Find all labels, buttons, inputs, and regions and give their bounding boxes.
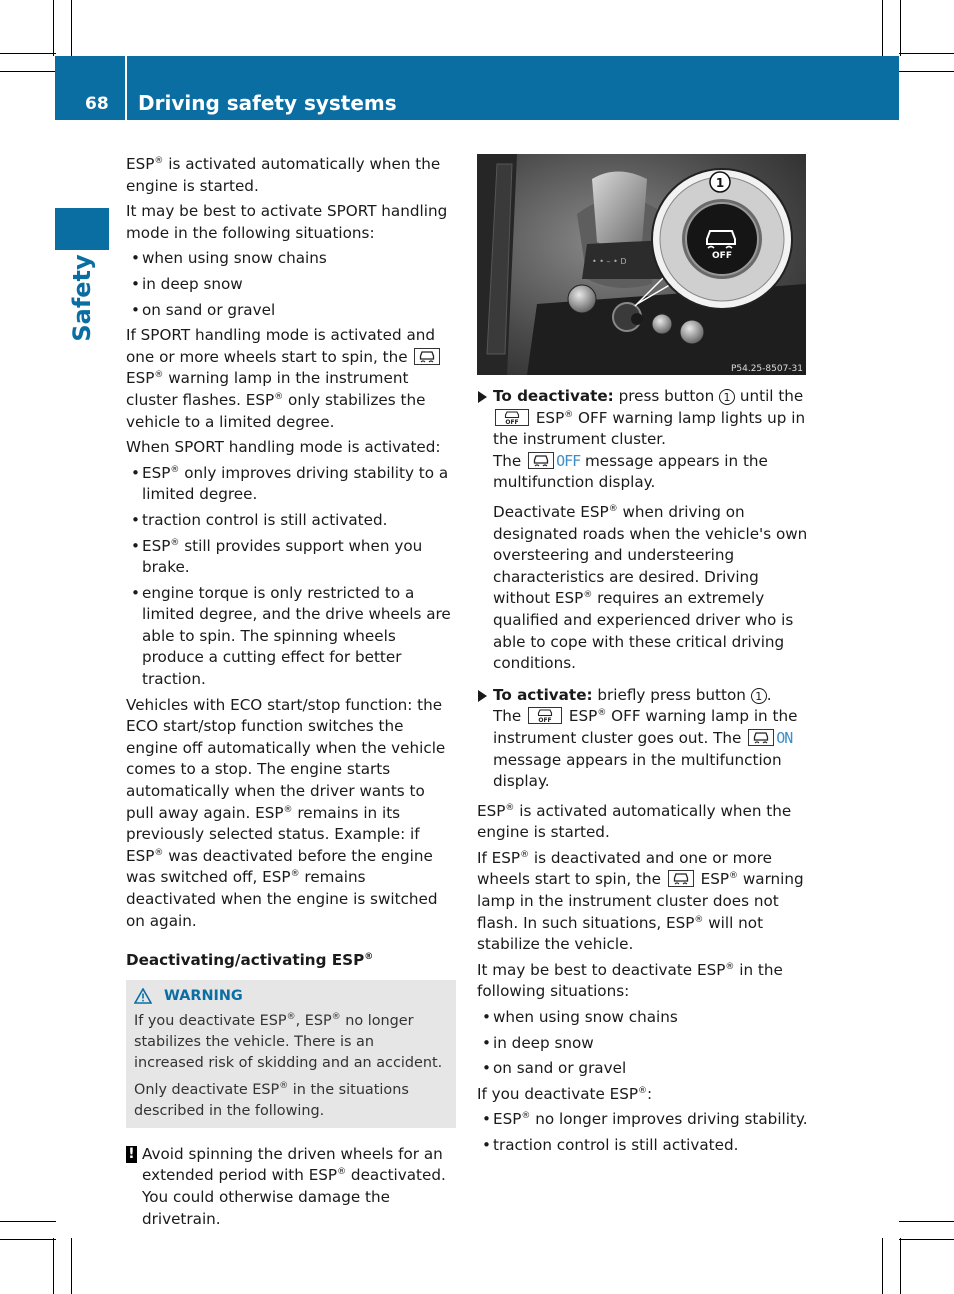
step-arrow-icon xyxy=(478,690,487,702)
subheading: Deactivating/activating ESP® xyxy=(126,951,374,970)
crop-mark xyxy=(899,1221,954,1222)
esp-off-lamp-icon xyxy=(495,409,529,426)
crop-mark xyxy=(53,0,54,56)
deactivate-step xyxy=(477,386,808,675)
paragraph: If ESP® is deactivated and one or more wheels start to spin, the ESP® warning lamp in the instrument cluster does not flash. In such situations, ESP® will not stabilize the vehicle. xyxy=(477,848,804,954)
list-item: • when using snow chains xyxy=(477,1007,808,1029)
warning-title: WARNING xyxy=(134,986,448,1007)
step-arrow-icon xyxy=(478,391,487,403)
crop-mark xyxy=(0,71,56,72)
paragraph: If SPORT handling mode is activated and one or more wheels start to spin, the ESP® warning lamp in the instrument cluster flashes. ESP® only stabilizes the vehicle to a limited degree. xyxy=(126,325,456,433)
button-text: OFF xyxy=(712,251,732,261)
paragraph: Vehicles with ECO start/stop function: the ECO start/stop function switches the engine off automatically when the vehicle comes to a stop. The engine starts automatically when the driver wants to pull away again. ESP® remains in its previously selected status. Example: if ESP® was deactivated before the engine was switched off, ESP® remains deactivated when the engine is switched on again. xyxy=(126,695,446,930)
warning-triangle-icon xyxy=(134,988,152,1004)
activate-step xyxy=(477,685,808,793)
callout-number: 1 xyxy=(715,176,725,190)
list-item: • ESP® still provides support when you brake. xyxy=(126,536,456,579)
left-column xyxy=(126,154,456,1234)
paragraph: If you deactivate ESP®: xyxy=(477,1084,653,1103)
crop-mark xyxy=(71,0,72,56)
warning-text: Only deactivate ESP® in the situations described in the following. xyxy=(134,1080,409,1119)
list-item: • in deep snow xyxy=(477,1033,808,1055)
crop-mark xyxy=(882,0,883,56)
esp-off-lamp-icon xyxy=(528,707,562,724)
step-text: To activate: briefly press button 1 . The OFF ESP® OFF warning lamp in the instrument cluster goes out. The ON message appears in the multifunction display. xyxy=(493,685,798,791)
crop-mark xyxy=(0,1221,56,1222)
list-item: • engine torque is only restricted to a limited degree, and the drive wheels are able to spin. The spinning wheels produce a cutting effect for better traction. xyxy=(126,583,456,691)
paragraph: When SPORT handling mode is activated: xyxy=(126,438,441,457)
paragraph: ESP® is activated automatically when the engine is started. xyxy=(126,155,441,195)
chapter-tab xyxy=(55,208,109,250)
sport-mode-list xyxy=(126,463,456,691)
chapter-label xyxy=(60,254,104,342)
chapter-label-text: Safety xyxy=(68,254,96,342)
paragraph: It may be best to deactivate ESP® in the following situations: xyxy=(477,960,783,1001)
crop-mark xyxy=(900,0,901,56)
warning-text: If you deactivate ESP®, ESP® no longer stabilizes the vehicle. There is an increased risk of skidding and an accident. xyxy=(134,1011,443,1071)
situation-list xyxy=(126,248,456,321)
section-title: Driving safety systems xyxy=(138,91,397,115)
esp-display-icon xyxy=(748,729,774,746)
list-item: • on sand or gravel xyxy=(477,1058,808,1080)
deactivated-effects-list xyxy=(477,1109,808,1156)
photo-code: P54.25-8507-31 xyxy=(730,364,803,374)
list-item: • traction control is still activated. xyxy=(477,1135,808,1157)
list-item: • traction control is still activated. xyxy=(126,510,456,532)
damage-note: ! Avoid spinning the driven wheels for an extended period with ESP® deactivated. You could otherwise damage the drivetrain. xyxy=(126,1144,456,1230)
warning-box xyxy=(126,980,456,1128)
situation-list xyxy=(477,1007,808,1080)
header-divider xyxy=(125,56,127,120)
step-text: To deactivate: press button 1 until the OFF ESP® OFF warning lamp lights up in the instrument cluster. The OFF message appears in the multifunction display. xyxy=(493,387,806,492)
list-item: • in deep snow xyxy=(126,274,456,296)
page-number: 68 xyxy=(85,94,109,114)
page-header xyxy=(55,56,899,120)
callout-1-icon: 1 xyxy=(719,389,735,405)
svg-text:OFF: OFF xyxy=(538,717,552,724)
step-text: Deactivate ESP® when driving on designated roads when the vehicle's own oversteering and understeering characteristics are desired. Driving without ESP® requires an extremely qualified and experienced driver who is able to cope with these critical driving conditions. xyxy=(493,502,808,673)
crop-mark xyxy=(0,53,56,54)
crop-mark xyxy=(53,1238,54,1294)
list-item: • ESP® no longer improves driving stability. xyxy=(477,1109,808,1131)
esp-display-icon xyxy=(528,452,554,469)
crop-mark xyxy=(0,1239,56,1240)
paragraph: It may be best to activate SPORT handling mode in the following situations: xyxy=(126,202,448,242)
crop-mark xyxy=(899,71,954,72)
svg-text:OFF: OFF xyxy=(505,418,519,425)
exclamation-icon: ! xyxy=(126,1146,137,1163)
right-column xyxy=(477,386,808,1161)
esp-warning-icon xyxy=(668,870,694,887)
list-item: • ESP® only improves driving stability to a limited degree. xyxy=(126,463,456,506)
crop-mark xyxy=(71,1238,72,1294)
crop-mark xyxy=(900,1238,901,1294)
svg-text:• • – • D: • • – • D xyxy=(592,257,627,266)
callout-1-icon: 1 xyxy=(751,688,767,704)
esp-warning-icon xyxy=(414,348,440,365)
display-message-on: ON xyxy=(776,728,793,747)
esp-off-button-photo xyxy=(477,154,806,375)
crop-mark xyxy=(899,53,954,54)
list-item: • when using snow chains xyxy=(126,248,456,270)
list-item: • on sand or gravel xyxy=(126,300,456,322)
crop-mark xyxy=(882,1238,883,1294)
crop-mark xyxy=(899,1239,954,1240)
display-message-off: OFF xyxy=(556,451,581,470)
paragraph: ESP® is activated automatically when the engine is started. xyxy=(477,801,792,842)
